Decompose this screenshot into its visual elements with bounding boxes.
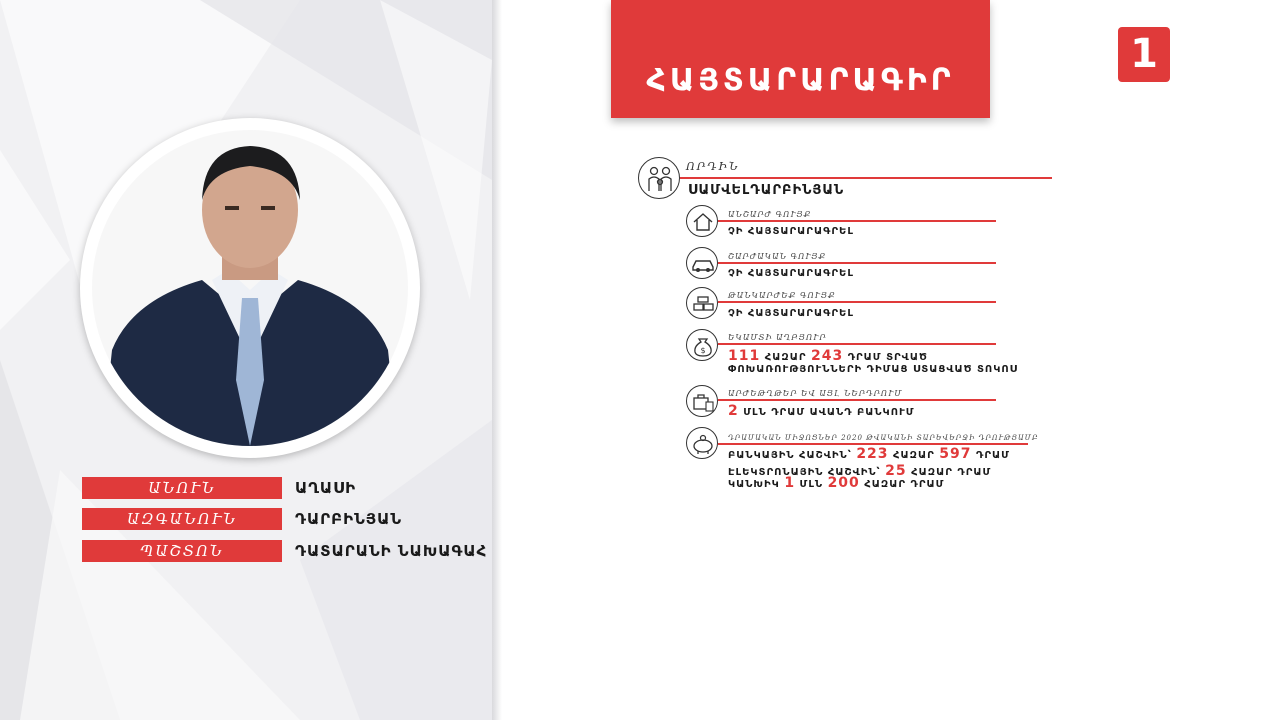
relative-divider — [680, 177, 1052, 179]
piggy-bank-icon — [686, 427, 718, 459]
car-icon — [686, 247, 718, 279]
gold-bars-icon — [686, 287, 718, 319]
channel-logo: 1 — [1118, 27, 1170, 82]
title-banner — [611, 0, 990, 118]
relative-name: ՍԱՄՎԵԼԴԱՐԲԻՆՅԱՆ — [688, 183, 845, 198]
house-icon — [686, 205, 718, 237]
briefcase-icon — [686, 385, 718, 417]
cash-bank-line: ԲԱՆԿԱՅԻՆ ՀԱՇՎԻՆ՝ 223 ՀԱԶԱՐ 597 ԴՐԱՄ — [728, 446, 1010, 462]
field-position-value: ԴԱՏԱՐԱՆԻ ՆԱԽԱԳԱՀ — [295, 542, 488, 560]
cash-divider — [718, 443, 1028, 445]
left-panel — [0, 0, 492, 720]
real-estate-value: ՉԻ ՀԱՅՏԱՐԱՐԱԳՐԵԼ — [728, 226, 854, 237]
securities-line-1: 2 ՄԼՆ ԴՐԱՄ ԱՎԱՆԴ ԲԱՆԿՈՒՄ — [728, 403, 915, 419]
relative-relation: ՈՐԴԻՆ — [686, 160, 740, 173]
movable-property-value: ՉԻ ՀԱՅՏԱՐԱՐԱԳՐԵԼ — [728, 268, 854, 279]
cash-bank-thousands: 223 — [856, 446, 889, 462]
real-estate-label: ԱՆՇԱՐԺ ԳՈՒՅՔ — [728, 210, 812, 219]
family-icon — [638, 157, 680, 199]
movable-property-label: ՇԱՐԺԱԿԱՆ ԳՈՒՅՔ — [728, 252, 827, 261]
field-name-label: ԱՆՈՒՆ — [82, 477, 282, 499]
money-bag-icon — [686, 329, 718, 361]
svg-text:$: $ — [700, 346, 706, 355]
cash-physical-millions: 1 — [784, 475, 796, 491]
cash-physical-line: ԿԱՆԽԻԿ 1 ՄԼՆ 200 ՀԱԶԱՐ ԴՐԱՄ — [728, 475, 945, 491]
page-title: ՀԱՅՏԱՐԱՐԱԳԻՐ — [646, 63, 955, 98]
income-amount-units: 243 — [810, 348, 844, 364]
cash-electronic-amount: 25 — [885, 463, 907, 479]
field-surname-label: ԱԶԳԱՆՈՒՆ — [82, 508, 282, 530]
valuables-divider — [718, 301, 996, 303]
income-line-2: ՓՈԽԱՌՈՒԹՅՈՒՆՆԵՐԻ ԴԻՄԱՑ ՍՏԱՑՎԱԾ ՏՈԿՈՍ — [728, 364, 1018, 375]
panel-divider — [492, 0, 502, 720]
income-line-1: 111 ՀԱԶԱՐ 243 ԴՐԱՄ ՏՐՎԱԾ — [728, 348, 928, 364]
cash-physical-thousands: 200 — [827, 475, 860, 491]
cash-label: ԴՐԱՄԱԿԱՆ ՄԻՋՈՑՆԵՐ 2020 ԹՎԱԿԱՆԻ ՏԱՐԵՎԵՐՋԻ ԴՐՈՒԹՅԱՄԲ — [728, 434, 1039, 442]
cash-bank-units: 597 — [939, 446, 972, 462]
field-position-label: ՊԱՇՏՈՆ — [82, 540, 282, 562]
portrait-photo — [92, 130, 408, 446]
cash-electronic-line: ԷԼԵԿՏՐՈՆԱՅԻՆ ՀԱՇՎԻՆ՝ 25 ՀԱԶԱՐ ԴՐԱՄ — [728, 463, 992, 479]
field-name-value: ԱՂԱՍԻ — [295, 479, 357, 497]
valuables-value: ՉԻ ՀԱՅՏԱՐԱՐԱԳՐԵԼ — [728, 308, 854, 319]
valuables-label: ԹԱՆԿԱՐԺԵՔ ԳՈՒՅՔ — [728, 291, 836, 300]
real-estate-divider — [718, 220, 996, 222]
securities-label: ԱՐԺԵԹՂԹԵՐ ԵՎ ԱՅԼ ՆԵՐԴՐՈՒՄ — [728, 389, 903, 398]
securities-divider — [718, 399, 996, 401]
securities-amount: 2 — [728, 403, 739, 419]
income-label: ԵԿԱՄՏԻ ԱՂԲՅՈՒՐ — [728, 333, 827, 342]
movable-property-divider — [718, 262, 996, 264]
field-surname-value: ԴԱՐԲԻՆՅԱՆ — [295, 510, 403, 528]
income-amount-thousands: 111 — [728, 348, 761, 364]
income-divider — [718, 343, 996, 345]
